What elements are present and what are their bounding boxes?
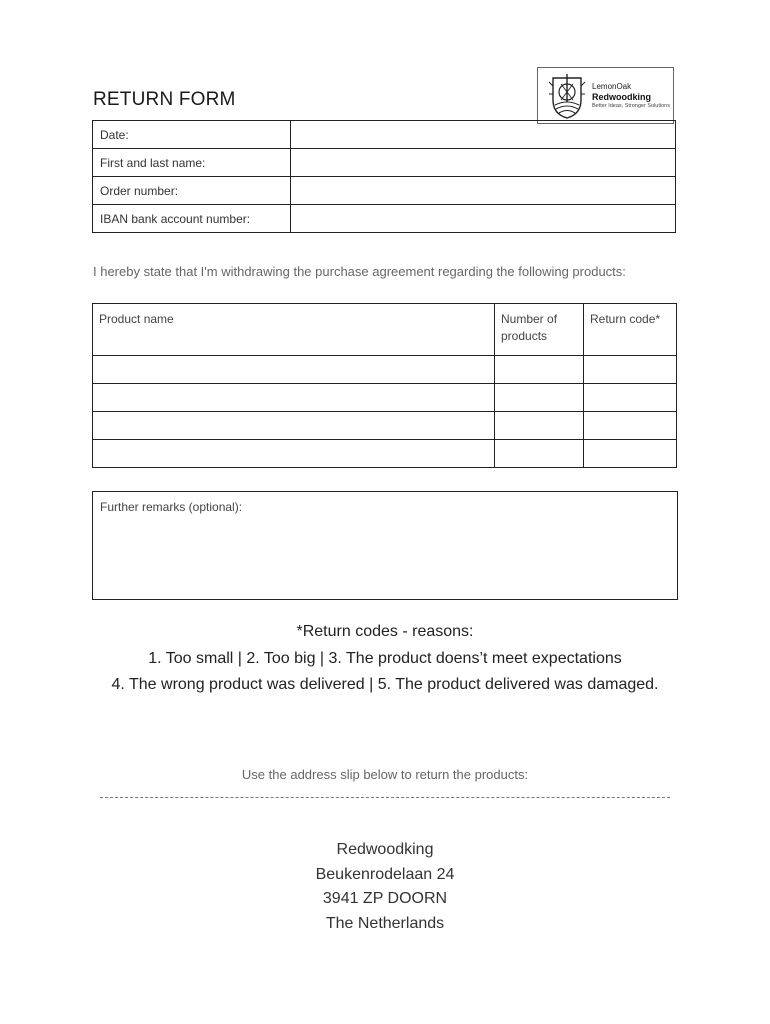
product-name-cell[interactable] [93, 412, 495, 440]
name-field[interactable] [291, 149, 676, 177]
table-row [93, 384, 677, 412]
iban-label: IBAN bank account number: [93, 205, 291, 233]
quantity-cell[interactable] [495, 412, 584, 440]
oak-tree-icon [545, 72, 589, 120]
address-company: Redwoodking [336, 841, 434, 858]
return-code-cell[interactable] [584, 356, 677, 384]
address-street: Beukenrodelaan 24 [315, 865, 455, 883]
quantity-cell[interactable] [495, 440, 584, 468]
product-name-cell[interactable] [93, 356, 495, 384]
date-row [93, 121, 676, 149]
quantity-cell[interactable] [495, 356, 584, 384]
cut-line-divider [100, 797, 670, 798]
date-field[interactable] [291, 121, 676, 149]
return-code-cell[interactable] [584, 440, 677, 468]
iban-field[interactable] [291, 205, 676, 233]
withdrawal-statement: I hereby state that I'm withdrawing the purchase agreement regarding the following products: [93, 264, 626, 279]
return-codes-section [85, 619, 685, 699]
product-name-cell[interactable] [93, 384, 495, 412]
date-label: Date: [93, 121, 291, 149]
remarks-field[interactable] [92, 491, 678, 600]
return-code-cell[interactable] [584, 384, 677, 412]
logo-text-line2: Redwoodking [592, 92, 651, 102]
return-codes-line-2: 4. The wrong product was delivered | 5. The product delivered was damaged. [111, 676, 659, 693]
company-logo [537, 67, 674, 124]
logo-text-line1: LemonOak [592, 82, 632, 91]
address-country: The Netherlands [325, 914, 445, 932]
table-row [93, 440, 677, 468]
header-number-of-products: Number of products [495, 304, 584, 356]
table-row [93, 412, 677, 440]
customer-info-table [92, 120, 676, 233]
order-number-field[interactable] [291, 177, 676, 205]
address-postal-city: 3941 ZP DOORN [322, 890, 448, 907]
product-name-cell[interactable] [93, 440, 495, 468]
address-slip-note: Use the address slip below to return the products: [241, 767, 529, 782]
form-title: RETURN FORM [93, 89, 236, 110]
return-codes-title: *Return codes - reasons: [296, 623, 474, 640]
products-table [92, 303, 677, 468]
logo-text-line3: Better Ideas, Stronger Solutions [592, 103, 670, 109]
header-return-code: Return code* [584, 304, 677, 356]
remarks-label: Further remarks (optional): [100, 500, 243, 514]
order-number-label: Order number: [93, 177, 291, 205]
return-code-cell[interactable] [584, 412, 677, 440]
name-row [93, 149, 676, 177]
return-codes-line-1: 1. Too small | 2. Too big | 3. The product doens’t meet expectations [148, 649, 622, 667]
quantity-cell[interactable] [495, 384, 584, 412]
order-number-row [93, 177, 676, 205]
table-row [93, 356, 677, 384]
header-product-name: Product name [93, 304, 495, 356]
name-label: First and last name: [93, 149, 291, 177]
iban-row [93, 205, 676, 233]
return-address [185, 838, 585, 936]
products-table-header [93, 304, 677, 356]
